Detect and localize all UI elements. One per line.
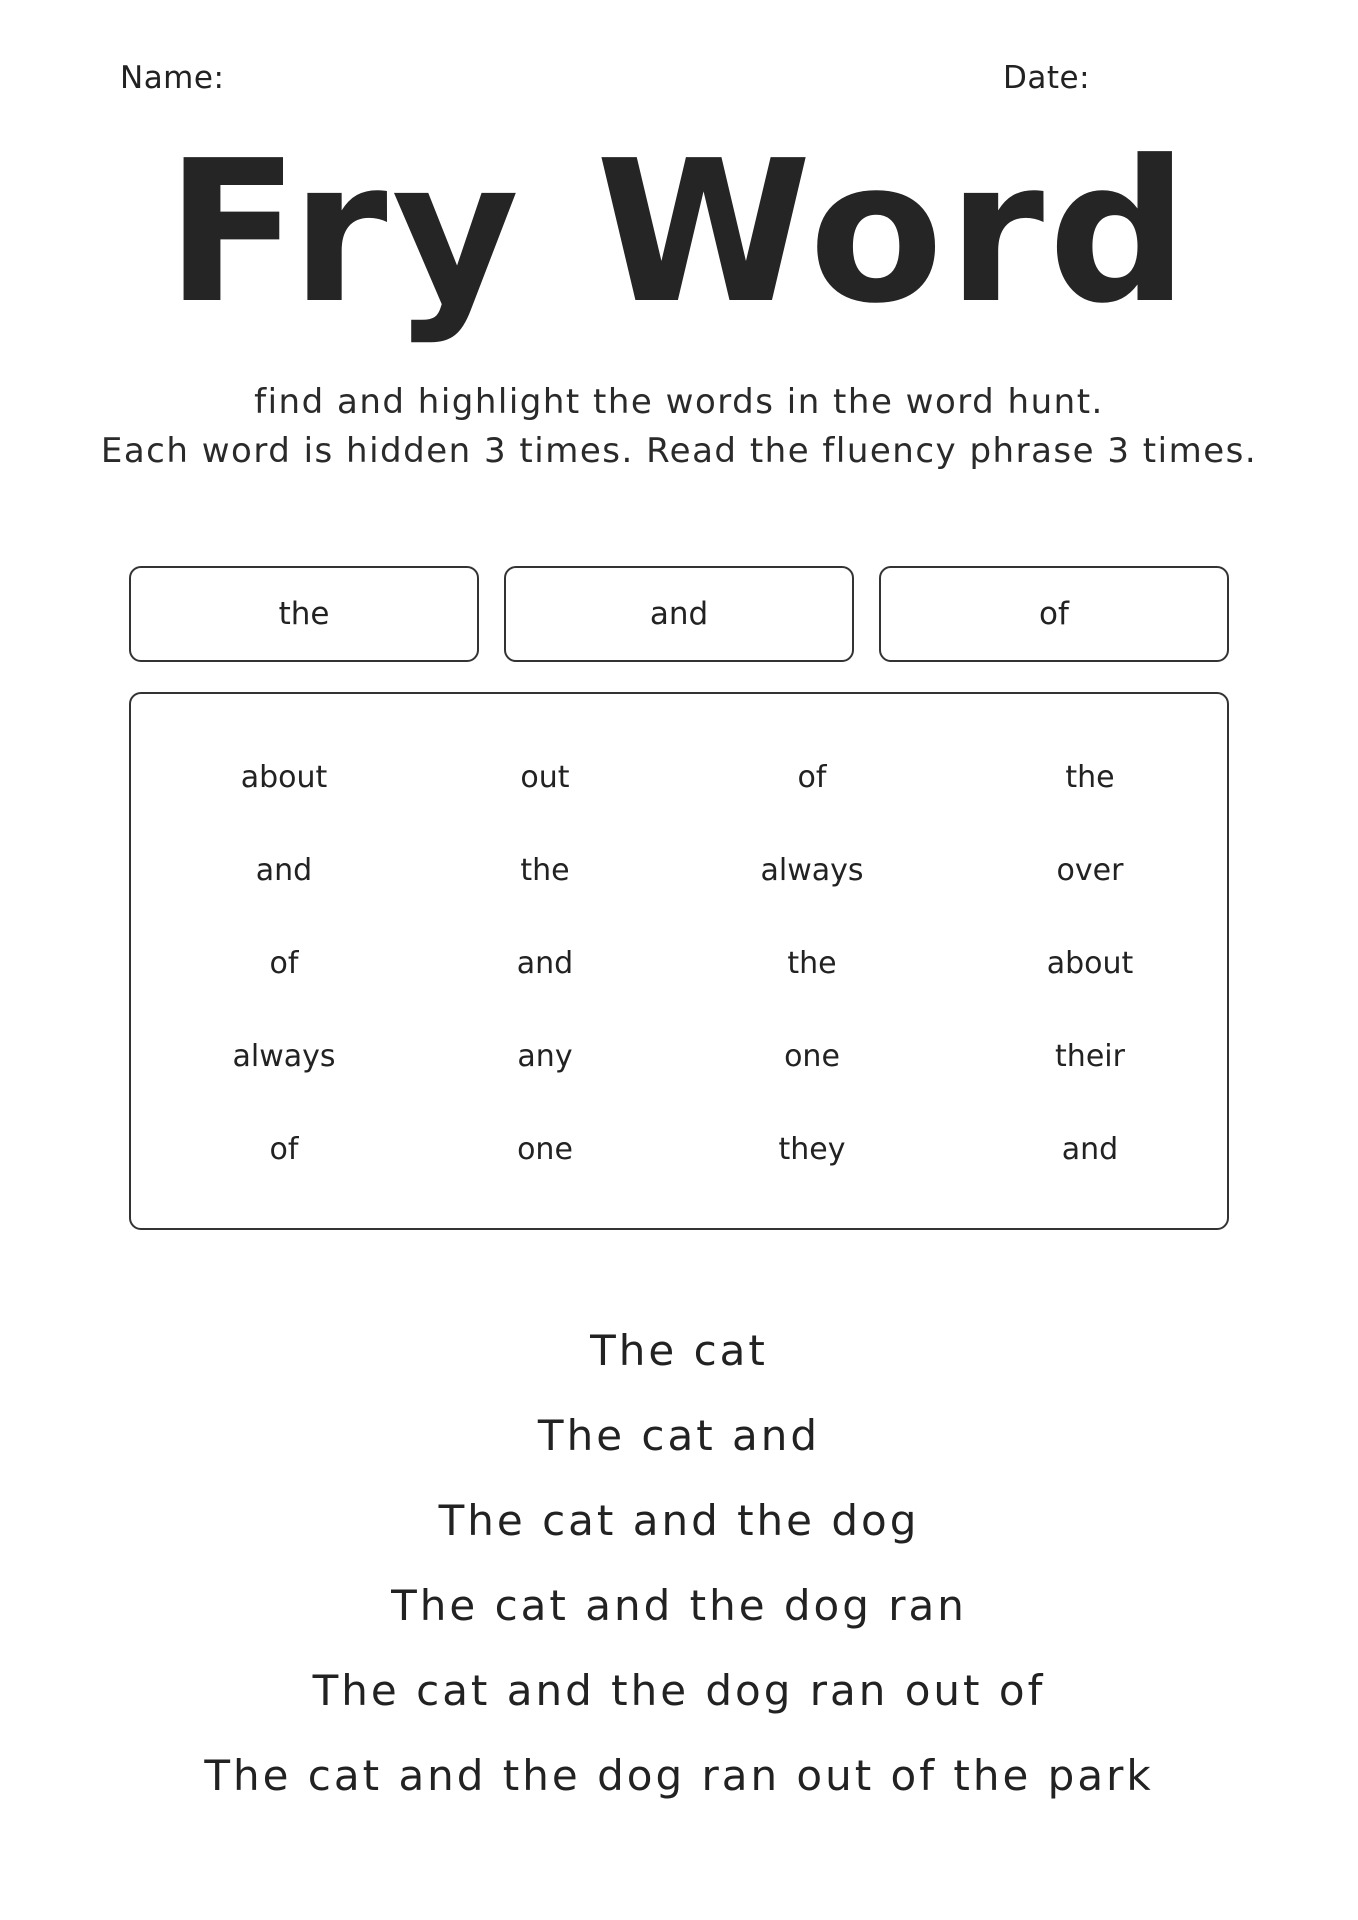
target-word-box: of — [879, 566, 1229, 662]
word-hunt-cell[interactable]: one — [784, 1039, 840, 1074]
page-title: Fry Word — [165, 119, 1193, 347]
fluency-phrase: The cat and the dog ran out of the park — [204, 1751, 1154, 1800]
word-hunt-cell[interactable]: of — [269, 1132, 299, 1167]
word-hunt-grid — [129, 692, 1229, 1230]
word-hunt-cell[interactable]: the — [787, 946, 837, 981]
fluency-phrase: The cat and the dog ran out of — [312, 1666, 1046, 1715]
target-word-box: the — [129, 566, 479, 662]
target-word-box: and — [504, 566, 854, 662]
word-hunt-row — [131, 851, 1227, 891]
word-hunt-cell[interactable]: the — [1065, 760, 1115, 795]
instructions-line-2: Each word is hidden 3 times. Read the fluency phrase 3 times. — [100, 431, 1258, 471]
word-hunt-cell[interactable]: one — [517, 1132, 573, 1167]
word-hunt-cell[interactable]: out — [520, 760, 570, 795]
fluency-phrase: The cat and the dog ran — [391, 1581, 967, 1630]
instructions-line-1: find and highlight the words in the word hunt. — [254, 382, 1104, 422]
word-hunt-cell[interactable]: and — [1061, 1132, 1119, 1167]
fluency-phrase: The cat and the dog — [438, 1496, 920, 1545]
word-hunt-cell[interactable]: and — [255, 853, 313, 888]
word-hunt-cell[interactable]: of — [269, 946, 299, 981]
fluency-phrase: The cat — [590, 1326, 768, 1375]
word-hunt-cell[interactable]: of — [797, 760, 827, 795]
fluency-phrases — [0, 1308, 1358, 1818]
word-hunt-row — [131, 1037, 1227, 1077]
word-hunt-cell[interactable]: over — [1056, 853, 1124, 888]
word-hunt-cell[interactable]: about — [1046, 946, 1134, 981]
word-hunt-cell[interactable]: any — [517, 1039, 573, 1074]
word-hunt-cell[interactable]: always — [760, 853, 864, 888]
date-label: Date: — [1003, 60, 1091, 96]
fluency-phrase: The cat and — [537, 1411, 821, 1460]
word-hunt-row — [131, 944, 1227, 984]
word-hunt-cell[interactable]: their — [1055, 1039, 1125, 1074]
word-hunt-cell[interactable]: the — [520, 853, 570, 888]
word-hunt-cell[interactable]: they — [778, 1132, 846, 1167]
word-hunt-row — [131, 758, 1227, 798]
word-hunt-row — [131, 1130, 1227, 1170]
instructions — [0, 378, 1358, 476]
word-hunt-cell[interactable]: always — [232, 1039, 336, 1074]
name-label: Name: — [120, 60, 225, 96]
word-hunt-cell[interactable]: about — [240, 760, 328, 795]
word-hunt-cell[interactable]: and — [516, 946, 574, 981]
